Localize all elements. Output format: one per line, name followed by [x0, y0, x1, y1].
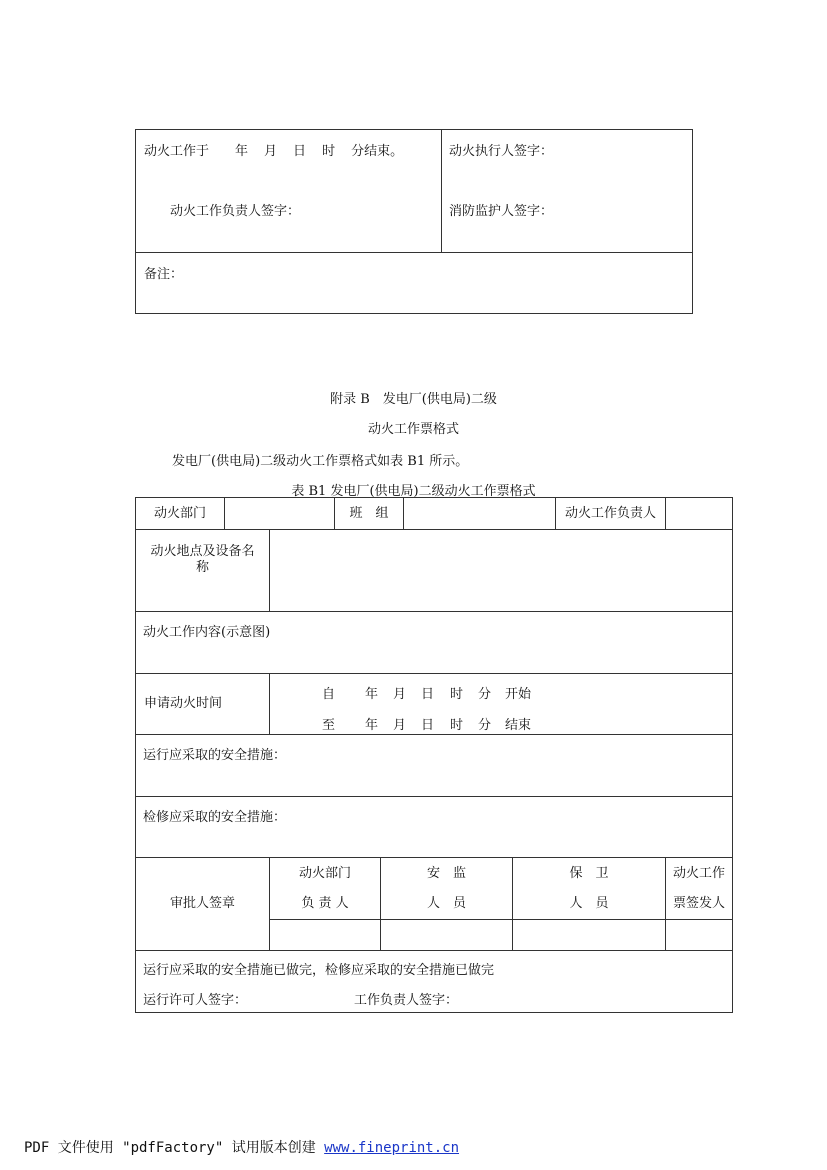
dept-label: 动火部门 [136, 498, 225, 530]
appendix-title: 附录 B 发电厂(供电局)二级 [330, 392, 497, 407]
remarks-label: 备注： [144, 267, 184, 282]
ops-measures-label: 运行应采取的安全措施： [143, 748, 287, 763]
apply-time-to: 至 年 月 日 时 分 结束 [322, 718, 532, 733]
footer-link[interactable]: www.fineprint.cn [324, 1140, 460, 1156]
team-value[interactable] [404, 498, 556, 530]
location-label: 动火地点及设备名 称 [136, 530, 270, 612]
end-time-cell [136, 130, 442, 253]
completion-cell[interactable] [136, 951, 733, 1013]
executor-signature-label: 动火执行人签字： [449, 144, 554, 159]
apply-time-label: 申请动火时间 [136, 674, 270, 735]
pdf-footer [24, 1137, 459, 1157]
work-leader-signature-label: 工作负责人签字： [354, 993, 459, 1008]
team-label: 班 组 [335, 498, 404, 530]
sign-safety[interactable] [381, 920, 513, 951]
approver-issuer: 动火工作 票签发人 [666, 858, 733, 920]
remarks-cell [136, 253, 693, 314]
fire-monitor-signature-label: 消防监护人签字： [449, 204, 554, 219]
leader-label: 动火工作负责人 [556, 498, 666, 530]
apply-time-from: 自 年 月 日 时 分 开始 [322, 687, 532, 702]
signatures-cell [442, 130, 693, 253]
appendix-subtitle: 动火工作票格式 [367, 422, 459, 437]
ops-measures-cell[interactable] [136, 735, 733, 797]
apply-time-value[interactable] [270, 674, 733, 735]
end-time-line: 动火工作于 年 月 日 时 分结束。 [144, 144, 404, 159]
done-statement: 运行应采取的安全措施已做完，检修应采取的安全措施已做完 [143, 963, 495, 978]
footer-text: PDF 文件使用 "pdfFactory" 试用版本创建 [24, 1140, 325, 1156]
leader-signature-label: 动火工作负责人签字： [170, 204, 301, 219]
second-level-hot-work-ticket [135, 497, 733, 1013]
appendix-intro: 发电厂(供电局)二级动火工作票格式如表 B1 所示。 [172, 454, 469, 469]
maint-measures-cell[interactable] [136, 797, 733, 858]
location-value[interactable] [270, 530, 733, 612]
ticket-end-table [135, 129, 693, 314]
leader-value[interactable] [666, 498, 733, 530]
sign-dept-leader[interactable] [270, 920, 381, 951]
dept-value[interactable] [225, 498, 335, 530]
content-label: 动火工作内容(示意图) [143, 625, 271, 640]
approver-security: 保 卫 人 员 [513, 858, 666, 920]
sign-security[interactable] [513, 920, 666, 951]
approval-label: 审批人签章 [136, 858, 270, 951]
approver-dept-leader: 动火部门 负 责 人 [270, 858, 381, 920]
approver-safety: 安 监 人 员 [381, 858, 513, 920]
sign-issuer[interactable] [666, 920, 733, 951]
table-caption: 表 B1 发电厂(供电局)二级动火工作票格式 [291, 484, 536, 499]
content-cell[interactable] [136, 612, 733, 674]
ops-permit-signature-label: 运行许可人签字： [143, 993, 248, 1008]
maint-measures-label: 检修应采取的安全措施： [143, 810, 287, 825]
